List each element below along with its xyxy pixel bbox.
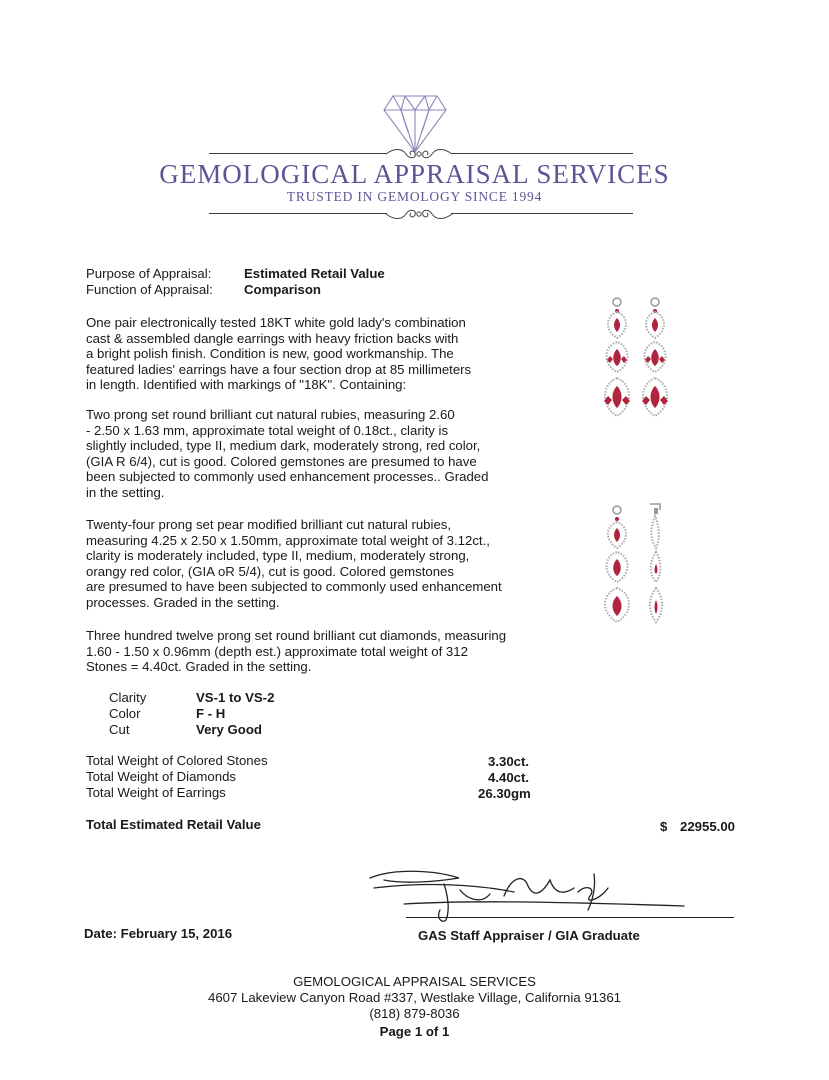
signature-line [406, 917, 734, 918]
appraisal-date: Date: February 15, 2016 [84, 926, 233, 941]
description-round-rubies [86, 407, 488, 501]
colored-stones-weight-value: 3.30ct. [488, 754, 530, 769]
diamonds-weight-label: Total Weight of Diamonds [86, 769, 237, 784]
paragraph-line: been subjected to commonly used enhancement processes.. Graded [86, 469, 489, 485]
paragraph-line: (GIA R 6/4), cut is good. Colored gemstones are presumed to have [86, 453, 477, 469]
paragraph-line: a bright polish finish. Condition is new, good workmanship. The [86, 346, 454, 362]
paragraph-line: cast & assembled dangle earrings with heavy friction backs with [86, 330, 459, 346]
paragraph-line: processes. Graded in the setting. [86, 594, 280, 610]
page-number: Page 1 of 1 [379, 1024, 450, 1039]
color-label: Color [109, 706, 141, 721]
earrings-side-photo [592, 500, 682, 630]
company-tagline: TRUSTED IN GEMOLOGY SINCE 1994 [286, 189, 543, 204]
header-rule-bottom-left [209, 213, 387, 214]
cut-value: Very Good [196, 722, 262, 737]
flourish-ornament-bottom [384, 206, 454, 222]
description-intro [86, 315, 471, 393]
paragraph-line: 1.60 - 1.50 x 0.96mm (depth est.) approximate total weight of 312 [86, 643, 468, 659]
total-value-label: Total Estimated Retail Value [86, 817, 261, 832]
header-rule-top-left [209, 153, 387, 154]
currency-symbol: $ [660, 819, 668, 834]
total-value-amount: 22955.00 [680, 819, 736, 834]
paragraph-line: measuring 4.25 x 2.50 x 1.50mm, approximate total weight of 3.12ct., [86, 532, 490, 548]
description-diamonds [86, 628, 506, 675]
paragraph-line: Twenty-four prong set pear modified brilliant cut natural rubies, [86, 517, 452, 532]
diamond-logo-icon [383, 92, 447, 154]
paragraph-line: orangy red color, (GIA oR 5/4), cut is good. Colored gemstones [86, 563, 454, 579]
purpose-value: Estimated Retail Value [244, 266, 385, 281]
paragraph-line: Three hundred twelve prong set round brilliant cut diamonds, measuring [86, 628, 507, 643]
paragraph-line: clarity is moderately included, type II, medium, moderately strong, [86, 548, 470, 564]
paragraph-line: Stones = 4.40ct. Graded in the setting. [86, 659, 312, 675]
cut-label: Cut [109, 722, 130, 737]
clarity-value: VS-1 to VS-2 [196, 690, 275, 705]
description-pear-rubies [86, 517, 502, 611]
paragraph-line: One pair electronically tested 18KT white gold lady's combination [86, 315, 466, 330]
earrings-weight-label: Total Weight of Earrings [86, 785, 226, 800]
paragraph-line: in length. Identified with markings of "18K". Containing: [86, 377, 407, 393]
paragraph-line: - 2.50 x 1.63 mm, approximate total weight of 0.18ct., clarity is [86, 422, 449, 438]
color-value: F - H [196, 706, 226, 721]
footer-address: 4607 Lakeview Canyon Road #337, Westlake Village, California 91361 [208, 990, 621, 1005]
clarity-label: Clarity [109, 690, 147, 705]
paragraph-line: featured ladies' earrings have a four section drop at 85 millimeters [86, 361, 472, 377]
function-label: Function of Appraisal: [86, 282, 213, 297]
footer-phone: (818) 879-8036 [369, 1006, 460, 1021]
purpose-label: Purpose of Appraisal: [86, 266, 212, 281]
footer-company: GEMOLOGICAL APPRAISAL SERVICES [293, 974, 536, 989]
colored-stones-weight-label: Total Weight of Colored Stones [86, 753, 268, 768]
function-value: Comparison [244, 282, 321, 297]
earrings-weight-value: 26.30gm [478, 786, 531, 801]
appraiser-title: GAS Staff Appraiser / GIA Graduate [418, 928, 640, 943]
diamonds-weight-value: 4.40ct. [488, 770, 530, 785]
paragraph-line: slightly included, type II, medium dark, moderately strong, red color, [86, 438, 481, 454]
header-rule-top-right [451, 153, 633, 154]
header-rule-bottom-right [451, 213, 633, 214]
paragraph-line: Two prong set round brilliant cut natural rubies, measuring 2.60 [86, 407, 455, 422]
company-name-heading: GEMOLOGICAL APPRAISAL SERVICES [159, 159, 670, 189]
paragraph-line: are presumed to have been subjected to commonly used enhancement [86, 579, 502, 595]
earrings-front-photo [592, 292, 682, 422]
paragraph-line: in the setting. [86, 484, 165, 500]
